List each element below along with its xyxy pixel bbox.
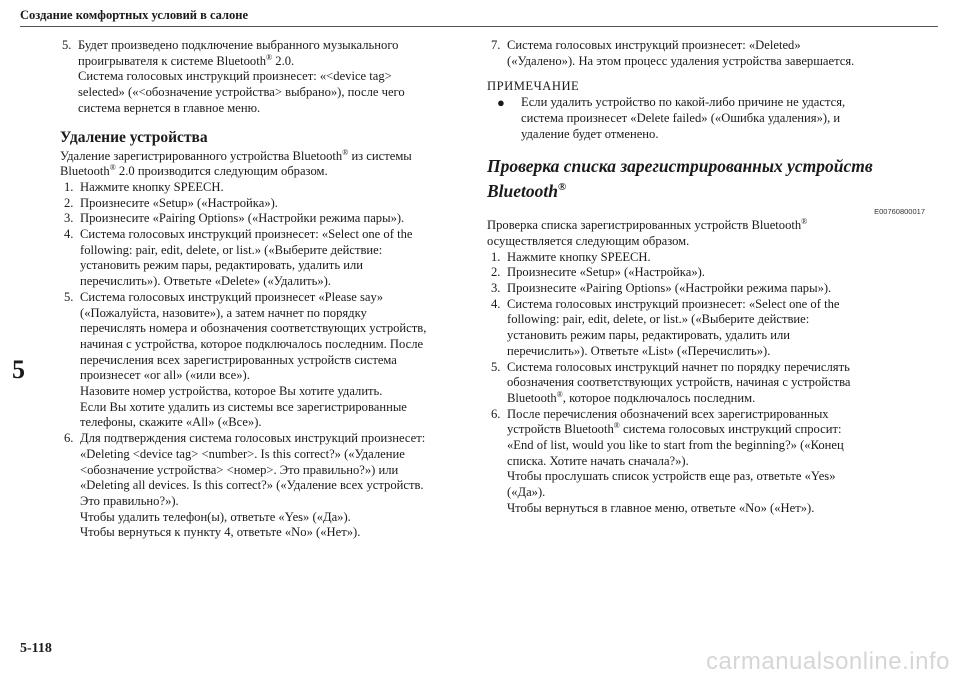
item-line: Система голосовых инструкций произнесет: «<device tag>: [78, 69, 392, 84]
item-number: 5.: [62, 38, 72, 52]
list-item: 6. Для подтверждения система голосовых инструкций произнесет: «Deleting <device tag> <number>. Is this correct?» («Удаление <обозначение устройства> <номер>. Это правильно?») или «Deleting all devices. Is this correct?» («Удаление всех устройств. Это правильно?»). Чтобы удалить телефон(ы), ответьте «Yes» («Да»). Чтобы вернуться к пункту 4, ответьте «No» («Нет»).: [64, 431, 426, 540]
list-item: 2. Произнесите «Setup» («Настройка»).: [64, 195, 278, 210]
watermark: carmanualsonline.info: [706, 648, 950, 675]
section-title-delete-device: Удаление устройства: [60, 128, 208, 146]
item-line: система вернется в главное меню.: [78, 100, 261, 115]
list-item: 3. Произнесите «Pairing Options» («Настройки режима пары»).: [491, 281, 832, 296]
note-title: ПРИМЕЧАНИЕ: [487, 79, 580, 94]
section-intro: Проверка списка зарегистрированных устройств Bluetooth® осуществляется следующим образом.: [487, 217, 808, 248]
section-title-check-list: Проверка списка зарегистрированных устройств Bluetooth®: [487, 156, 873, 202]
list-item: 7. Система голосовых инструкций произнесет: «Deleted» («Удалено»). На этом процесс удаления устройства завершается.: [491, 38, 855, 68]
note-item: ● Если удалить устройство по какой-либо причине не удастся, система произнесет «Delete failed» («Ошибка удаления»), и удаление будет отменено.: [497, 95, 846, 141]
left-column: [60, 38, 470, 541]
section-intro: Удаление зарегистрированного устройства Bluetooth® из системы Bluetooth® 2.0 производится следующим образом.: [60, 147, 412, 179]
list-item: 2. Произнесите «Setup» («Настройка»).: [491, 265, 705, 280]
list-item: 4. Система голосовых инструкций произнесет: «Select one of the following: pair, edit, delete, or list.» («Выберите действие: установить режим пары, редактировать, удалить или перечислить»). Ответьте «Delete» («Удалить»).: [64, 227, 413, 289]
list-item: 1. Нажмите кнопку SPEECH.: [64, 179, 224, 194]
page-number: 5-118: [20, 641, 52, 656]
list-item: 5. Система голосовых инструкций произнесет «Please say» («Пожалуйста, назовите»), а затем начнет по порядку перечислять номера и обозначения соответствующих устройств, начиная с устройства, которое подключалось последним. После перечисления всех зарегистрированных устройств система произнесет «or all» («или все»). Назовите номер устройства, которое Вы хотите удалить. Если Вы хотите удалить из системы все зарегистрированные телефоны, скажите «All» («Все»).: [64, 289, 427, 430]
section-code-row: [487, 204, 925, 218]
list-item: 1. Нажмите кнопку SPEECH.: [491, 249, 651, 264]
registered-mark: ®: [266, 52, 273, 62]
list-item: [60, 38, 470, 117]
section-code: E00760800017: [874, 207, 925, 217]
item-line: Будет произведено подключение выбранного музыкального: [78, 38, 399, 52]
bullet-icon: ●: [497, 95, 505, 111]
list-item: 4. Система голосовых инструкций произнесет: «Select one of the following: pair, edit, delete, or list.» («Выберите действие: установить режим пары, редактировать, удалить или перечислить»). Ответьте «List» («Перечислить»).: [491, 296, 840, 358]
item-line: selected» («<обозначение устройства> выбрано»), после чего: [78, 85, 405, 100]
right-column: [487, 38, 925, 517]
list-item: 6. После перечисления обозначений всех зарегистрированных устройств Bluetooth® система голосовых инструкций спросит: «End of list, would you like to start from the beginning?» («Конец списка. Хотите начать сначала?»). Чтобы прослушать список устройств еще раз, ответьте «Yes» («Да»). Чтобы вернуться в главное меню, ответьте «No» («Нет»).: [491, 406, 844, 515]
page-header-title: Создание комфортных условий в салоне: [20, 8, 249, 22]
chapter-number-tab: 5: [12, 355, 25, 384]
item-line: проигрывателя к системе Bluetooth® 2.0.: [78, 52, 295, 68]
list-item: 3. Произнесите «Pairing Options» («Настройки режима пары»).: [64, 211, 405, 226]
list-item: 5. Система голосовых инструкций начнет по порядку перечислять обозначения соответствующих устройств, начиная с устройства Bluetooth®, которое подключалось последним.: [491, 359, 851, 405]
header-divider: [20, 26, 938, 27]
